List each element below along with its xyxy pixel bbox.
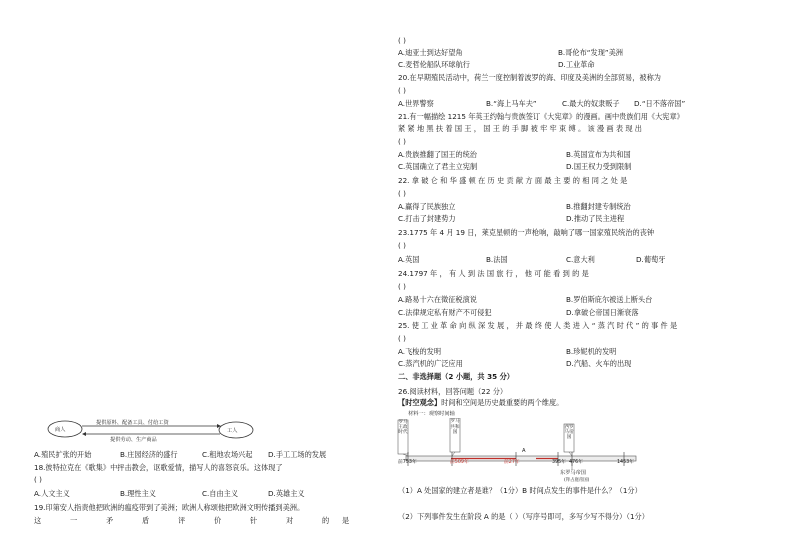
q21-answer-paren[interactable]: ( ): [398, 137, 406, 146]
q20-option-d[interactable]: D.“日不落帝国”: [634, 99, 686, 108]
q18-option-d[interactable]: D.英雄主义: [268, 489, 305, 498]
merchant-label: 商人: [55, 427, 66, 433]
q23-option-b[interactable]: B.法国: [486, 255, 508, 264]
timeline-label-east-rome: 东罗马帝国: [560, 470, 586, 476]
q22-answer-paren[interactable]: ( ): [398, 189, 406, 198]
q18-answer-paren[interactable]: ( ): [34, 475, 42, 484]
q17-option-d[interactable]: D.手工工场的发展: [268, 450, 327, 459]
q22-stem: 22. 拿 破 仑 和 华 盛 顿 在 历 史 贡 献 方 面 最 主 要 的 相 同 之 处 是: [398, 176, 628, 185]
q23-option-a[interactable]: A.英国: [398, 255, 420, 264]
timeline-tick-476: 476年: [569, 460, 583, 465]
q19-stem-line2: [34, 516, 352, 525]
q19-char: 价: [214, 516, 222, 525]
q19-option-a[interactable]: A.迪亚士到达好望角: [398, 48, 463, 57]
q19-answer-paren[interactable]: ( ): [398, 36, 406, 45]
q24-option-b[interactable]: B.罗伯斯庇尔被送上断头台: [566, 295, 653, 304]
q17-option-c[interactable]: C.租地农场兴起: [202, 450, 253, 459]
q19-option-c[interactable]: C.麦哲伦船队环球航行: [398, 60, 470, 69]
q26-tag-text: 时间和空间是历史最重要的两个维度。: [441, 398, 564, 407]
q24-option-a[interactable]: A.路易十六在徵征税演说: [398, 295, 477, 304]
q18-option-a[interactable]: A.人文主义: [34, 489, 70, 498]
q24-stem: 24.1797 年 ， 有 人 到 法 国 旅 行 ， 他 可 能 看 到 的 是: [398, 269, 589, 278]
q25-option-a[interactable]: A.飞梭的发明: [398, 347, 442, 356]
q19-char: 评: [178, 516, 186, 525]
q19-char: 是: [342, 516, 350, 525]
q20-option-b[interactable]: B.“海上马车夫”: [486, 99, 537, 108]
q18-option-c[interactable]: C.自由主义: [202, 489, 239, 498]
timeline-label-east-rome-sub: (拜占庭帝国): [564, 478, 590, 483]
diagram-bottom-flow: 提供劳动、生产商品: [110, 437, 157, 443]
q25-stem: 25. 使 工 业 革 命 向 纵 深 发 展 ， 并 最 终 使 人 类 进 入 “ 蒸 汽 时 代 ” 的 事 件 是: [398, 321, 678, 330]
q23-option-c[interactable]: C.意大利: [566, 255, 595, 264]
diagram-top-flow: 提供原料、配备工具、付给工资: [96, 420, 169, 426]
q21-stem-line2: 紧 紧 地 黑 扶 着 国 王 ， 国 王 的 手 脚 被 牢 牢 束 缚 。 该 漫 画 表 现 出: [398, 124, 642, 133]
q20-answer-paren[interactable]: ( ): [398, 86, 406, 95]
q23-answer-paren[interactable]: ( ): [398, 241, 406, 250]
q25-option-c[interactable]: C.蒸汽机的广泛应用: [398, 359, 463, 368]
q20-option-a[interactable]: A.世界警察: [398, 99, 434, 108]
q18-stem: 18.彼特拉克在《歌集》中抨击教会，讴歌爱情，描写人的喜怒哀乐。这体现了: [34, 463, 283, 472]
rome-timeline: [396, 418, 646, 480]
q26-material-1: 材料一：观察时间轴: [408, 411, 455, 417]
q26-tag-line: [398, 398, 563, 407]
q19-char: 的: [322, 516, 330, 525]
q19-char: 这: [34, 516, 42, 525]
q24-answer-paren[interactable]: ( ): [398, 282, 406, 291]
timeline-tick-395: 395年: [552, 460, 566, 465]
q19-char: 矛: [106, 516, 114, 525]
section-2-heading: 二、非选择题（2 小题，共 35 分）: [398, 372, 514, 381]
q19-stem: 19.印第安人指责他把欧洲的瘟疫带到了美洲；欧洲人称颂他把欧洲文明传播到美洲。: [34, 503, 305, 512]
timeline-label-west-rome: 西罗马帝国: [564, 425, 574, 440]
q26-sub-question-1: （1）A 处国家的建立者是谁？（1分）B 时间点发生的事件是什么？（1分）: [398, 486, 642, 495]
q19-char: 针: [250, 516, 258, 525]
q17-option-a[interactable]: A.殖民扩张的开始: [34, 450, 92, 459]
q22-option-d[interactable]: D.推动了民主进程: [566, 214, 625, 223]
q23-option-d[interactable]: D.葡萄牙: [636, 255, 666, 264]
q26-tag: 【时空观念】: [398, 398, 442, 407]
timeline-tick-753bc: 前753年: [398, 460, 417, 465]
timeline-label-rome-kingdom: 罗马王政时代: [398, 420, 408, 435]
q23-stem: 23.1775 年 4 月 19 日，莱克星顿的一声枪响，敲响了哪一国家殖民统治的丧钟: [398, 228, 655, 237]
q19-option-b[interactable]: B.哥伦布“发现”美洲: [558, 48, 623, 57]
q24-option-d[interactable]: D.拿破仑帝国日渐衰落: [566, 308, 639, 317]
q21-option-c[interactable]: C.英国确立了君主立宪制: [398, 162, 478, 171]
q25-answer-paren[interactable]: ( ): [398, 334, 406, 343]
q19-char: 一: [70, 516, 78, 525]
timeline-tick-27bc: 前27年: [504, 460, 520, 465]
q21-option-d[interactable]: D.国王权力受到限制: [566, 162, 632, 171]
q19-option-d[interactable]: D.工业革命: [558, 60, 595, 69]
worker-label: 工人: [227, 428, 238, 434]
timeline-tick-509bc: 前509年: [450, 460, 469, 465]
q26-sub-question-2: （2）下列事件发生在阶段 A 的是（ ）（写序号即可，多写少写不得分）（1分）: [398, 512, 649, 521]
q21-stem: 21.有一幅描绘 1215 年英王约翰与贵族签订《大宪章》的漫画。画中贵族们用《大宪章》: [398, 112, 684, 121]
q25-option-d[interactable]: D.汽船、火车的出现: [566, 359, 632, 368]
q24-option-c[interactable]: C.法律规定私有财产不可侵犯: [398, 308, 492, 317]
timeline-label-a: A: [522, 448, 526, 454]
q19-char: 对: [286, 516, 294, 525]
q22-option-a[interactable]: A.赢得了民族独立: [398, 202, 456, 211]
q21-option-b[interactable]: B.英国宣布为共和国: [566, 150, 631, 159]
q22-option-b[interactable]: B.推翻封建专制统治: [566, 202, 631, 211]
q25-option-b[interactable]: B.珍妮机的发明: [566, 347, 617, 356]
q20-stem: 20.在早期殖民活动中，荷兰一度控制着波罗的海、印度及美洲的全部贸易，被称为: [398, 73, 661, 82]
q19-char: 盾: [142, 516, 150, 525]
timeline-label-rome-republic: 罗马共和国: [450, 419, 460, 435]
timeline-tick-1453: 1453年: [617, 460, 635, 465]
q20-option-c[interactable]: C.最大的奴隶贩子: [562, 99, 620, 108]
q26-intro: 26.阅读材料，回答问题（22 分）: [398, 387, 508, 396]
q22-option-c[interactable]: C.打击了封建势力: [398, 214, 456, 223]
q21-option-a[interactable]: A.贵族推翻了国王的统治: [398, 150, 477, 159]
q17-option-b[interactable]: B.庄园经济的盛行: [120, 450, 178, 459]
q18-option-b[interactable]: B.理性主义: [120, 489, 156, 498]
